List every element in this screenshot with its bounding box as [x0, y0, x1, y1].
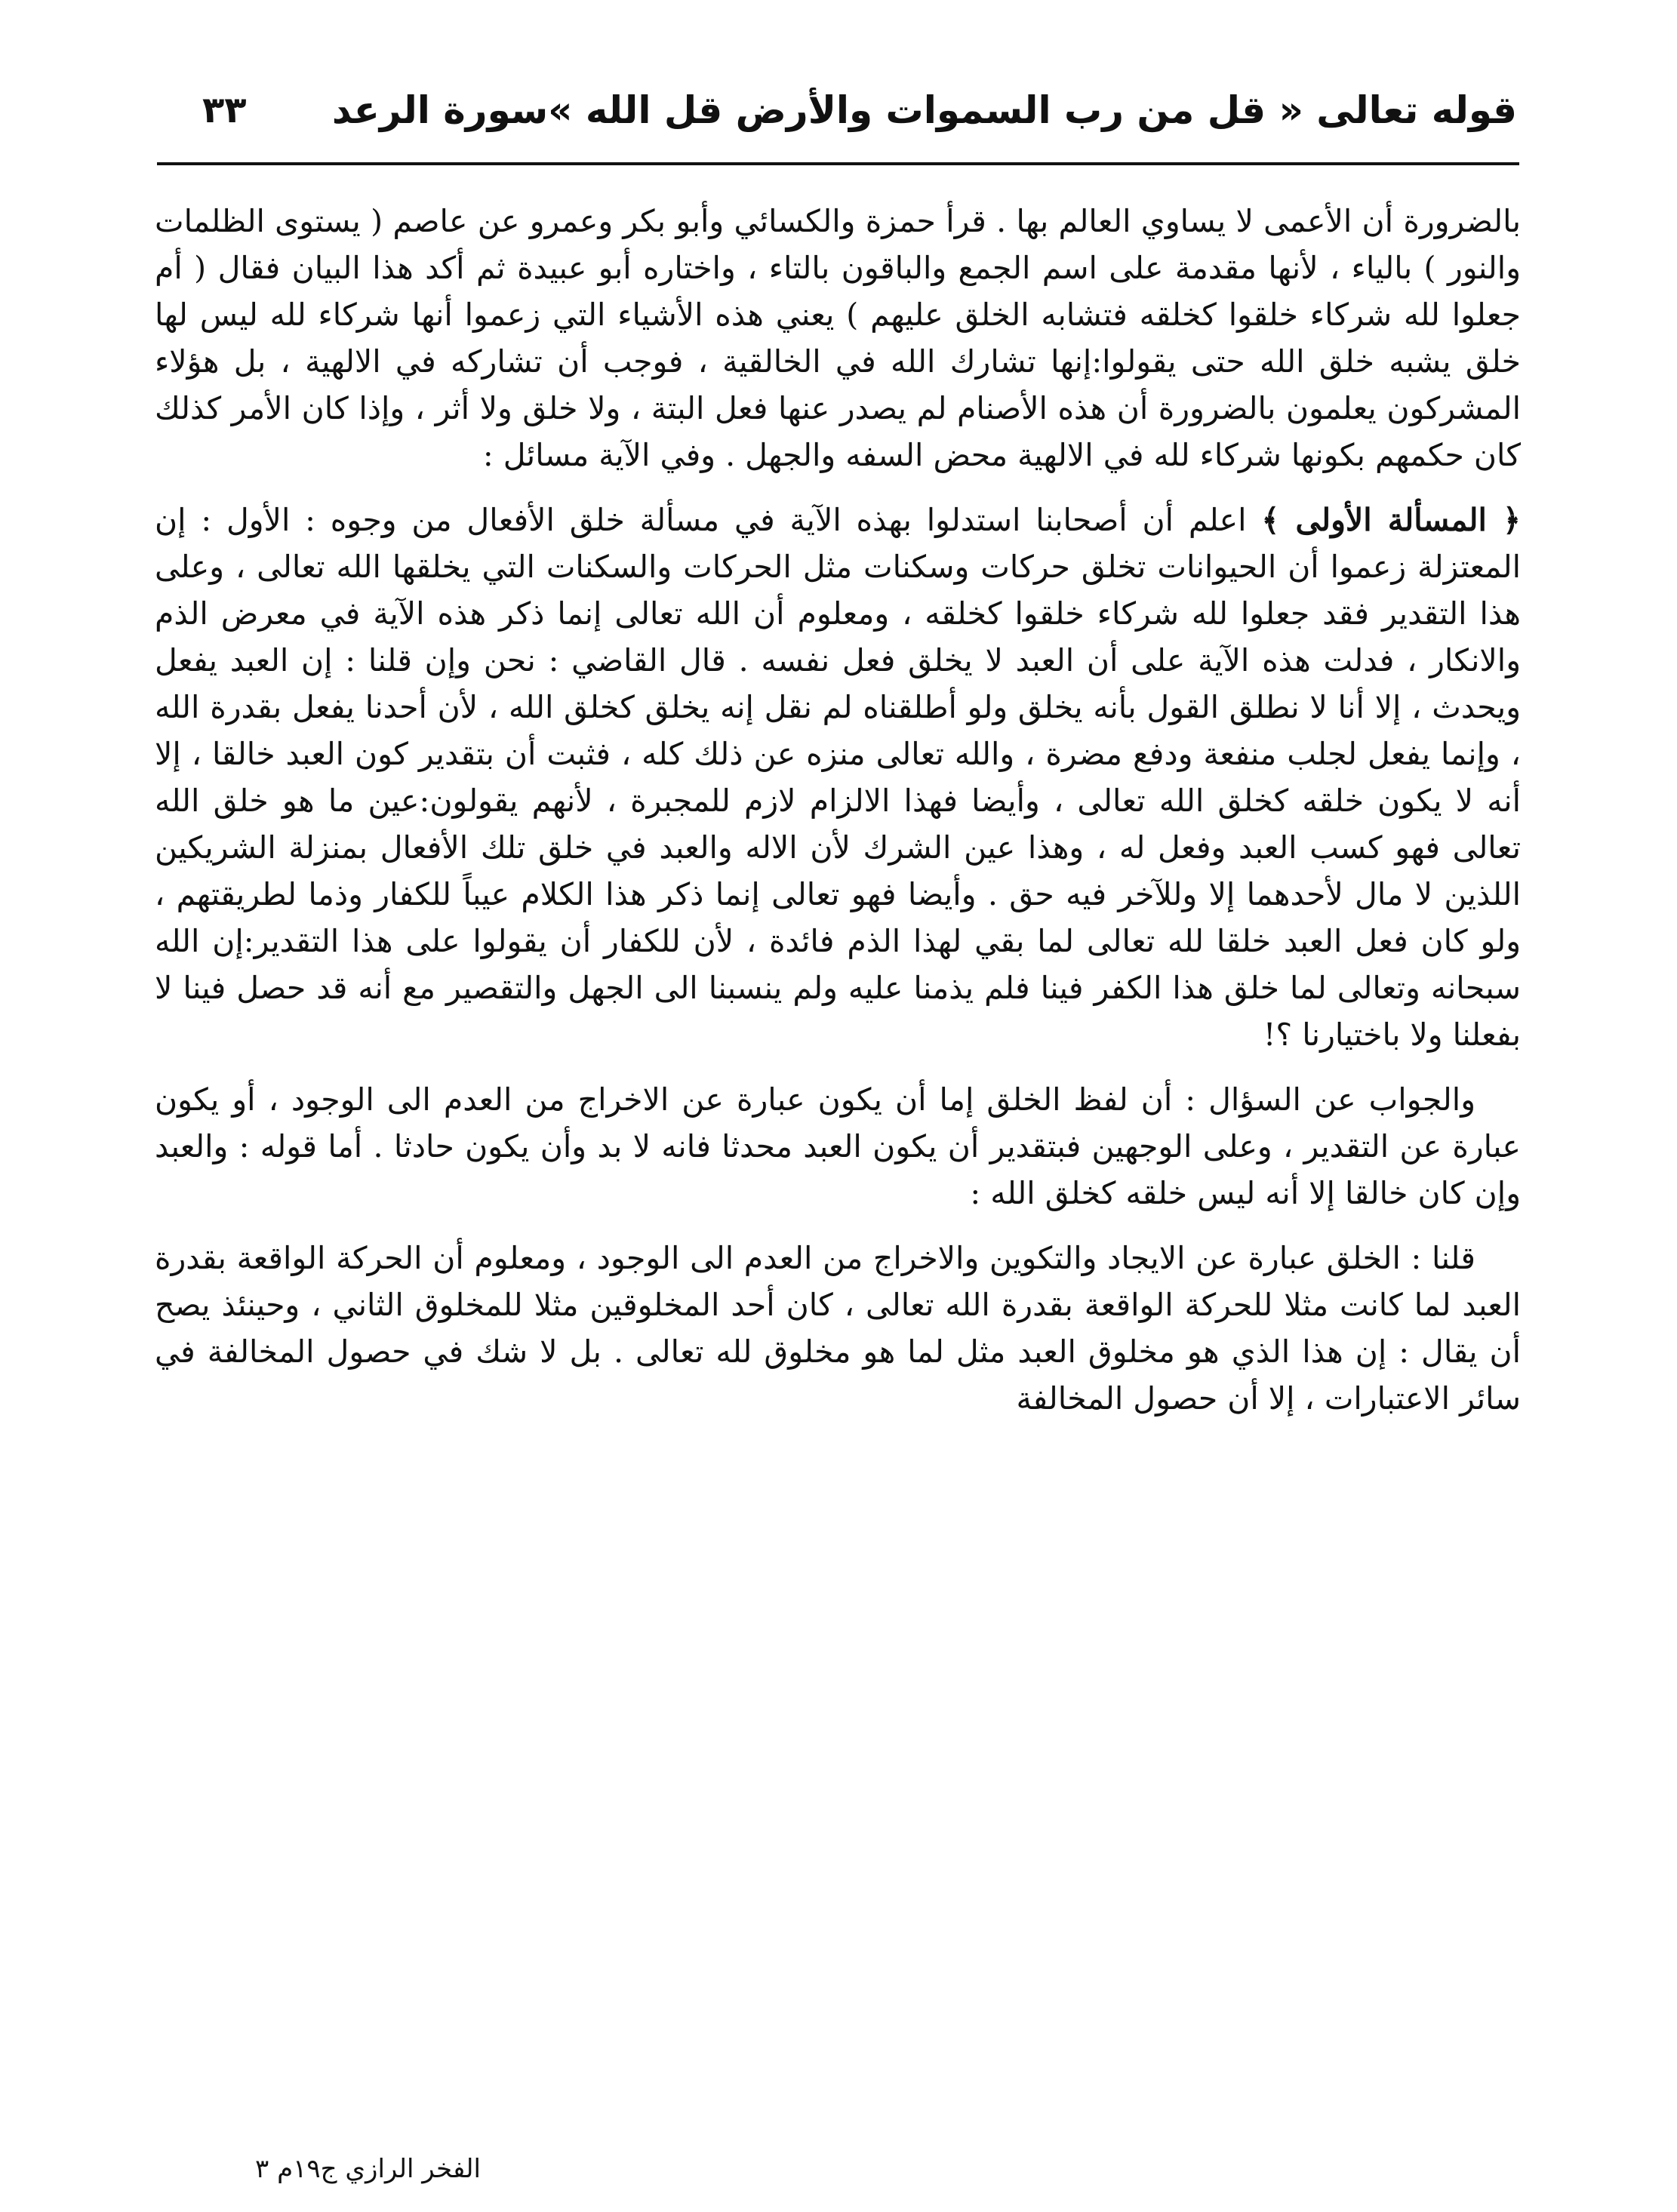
- page-footer-signature: الفخر الرازي ج١٩م ٣: [255, 2154, 481, 2184]
- paragraph-1-text: بالضرورة أن الأعمى لا يساوي العالم بها . قرأ حمزة والكسائي وأبو بكر وعمرو عن عاصم ( يستوى الظلمات والنور ) بالياء ، لأنها مقدمة على اسم الجمع والباقون بالتاء ، واختاره أبو عبيدة ثم أكد هذا البيان فقال ( أم جعلوا لله شركاء خلقوا كخلقه فتشابه الخلق عليهم ) يعني هذه الأشياء التي زعموا أنها شركاء لله ليس لها خلق يشبه خلق الله حتى يقولوا:إنها تشارك الله في الخالقية ، فوجب أن تشاركه في الالهية ، بل هؤلاء المشركون يعلمون بالضرورة أن هذه الأصنام لم يصدر عنها فعل البتة ، ولا خلق ولا أثر ، وإذا كان الأمر كذلك كان حكمهم بكونها شركاء لله في الالهية محض السفه والجهل . وفي الآية مسائل :: [155, 203, 1521, 473]
- body-text: [155, 198, 1521, 1440]
- page-number: ٣٣: [202, 89, 247, 131]
- paragraph-2-text: اعلم أن أصحابنا استدلوا بهذه الآية في مسألة خلق الأفعال من وجوه : الأول : إن المعتزلة زعموا أن الحيوانات تخلق حركات وسكنات مثل الحركات والسكنات التي يخلقها الله تعالى ، وعلى هذا التقدير فقد جعلوا لله شركاء خلقوا كخلقه ، ومعلوم أن الله تعالى إنما ذكر هذه الآية في معرض الذم والانكار ، فدلت هذه الآية على أن العبد لا يخلق فعل نفسه . قال القاضي : نحن وإن قلنا : إن العبد يفعل ويحدث ، إلا أنا لا نطلق القول بأنه يخلق ولو أطلقناه لم نقل إنه يخلق كخلق الله ، لأن أحدنا يفعل بقدرة الله ، وإنما يفعل لجلب منفعة ودفع مضرة ، والله تعالى منزه عن ذلك كله ، فثبت أن بتقدير كون العبد خالقا ، إلا أنه لا يكون خلقه كخلق الله تعالى ، وأيضا فهذا الالزام لازم للمجبرة ، لأنهم يقولون:عين ما هو خلق الله تعالى فهو كسب العبد وفعل له ، وهذا عين الشرك لأن الاله والعبد في خلق تلك الأفعال بمنزلة الشريكين اللذين لا مال لأحدهما إلا وللآخر فيه حق . وأيضا فهو تعالى إنما ذكر هذا الكلام عيباً للكفار وذما لطريقتهم ، ولو كان فعل العبد خلقا لله تعالى لما بقي لهذا الذم فائدة ، لأن للكفار أن يقولوا على هذا التقدير:إن الله سبحانه وتعالى لما خلق هذا الكفر فينا فلم يذمنا عليه ولم ينسبنا الى الجهل والتقصير مع أنه قد حصل فينا لا بفعلنا ولا باختيارنا ؟!: [155, 502, 1521, 1053]
- paragraph-2: [155, 497, 1521, 1058]
- paragraph-3: [155, 1076, 1521, 1217]
- paragraph-4-text: قلنا : الخلق عبارة عن الايجاد والتكوين والاخراج من العدم الى الوجود ، ومعلوم أن الحركة الواقعة بقدرة العبد لما كانت مثلا للحركة الواقعة بقدرة الله تعالى ، كان أحد المخلوقين مثلا للمخلوق الثاني ، وحينئذ يصح أن يقال : إن هذا الذي هو مخلوق العبد مثل لما هو مخلوق لله تعالى . بل لا شك في حصول المخالفة في سائر الاعتبارات ، إلا أن حصول المخالفة: [155, 1240, 1521, 1417]
- paragraph-3-text: والجواب عن السؤال : أن لفظ الخلق إما أن يكون عبارة عن الاخراج من العدم الى الوجود ، أو يكون عبارة عن التقدير ، وعلى الوجهين فبتقدير أن يكون العبد محدثا فانه لا بد وأن يكون حادثا . أما قوله : والعبد وإن كان خالقا إلا أنه ليس خلقه كخلق الله :: [155, 1081, 1521, 1211]
- paragraph-1: [155, 198, 1521, 478]
- header-divider: [157, 162, 1519, 165]
- section-label-first-issue: ﴿ المسألة الأولى ﴾: [1261, 502, 1521, 538]
- page-header: [166, 83, 1517, 143]
- running-title: قوله تعالى « قل من رب السموات والأرض قل الله »سورة الرعد: [331, 88, 1517, 132]
- paragraph-4: [155, 1235, 1521, 1422]
